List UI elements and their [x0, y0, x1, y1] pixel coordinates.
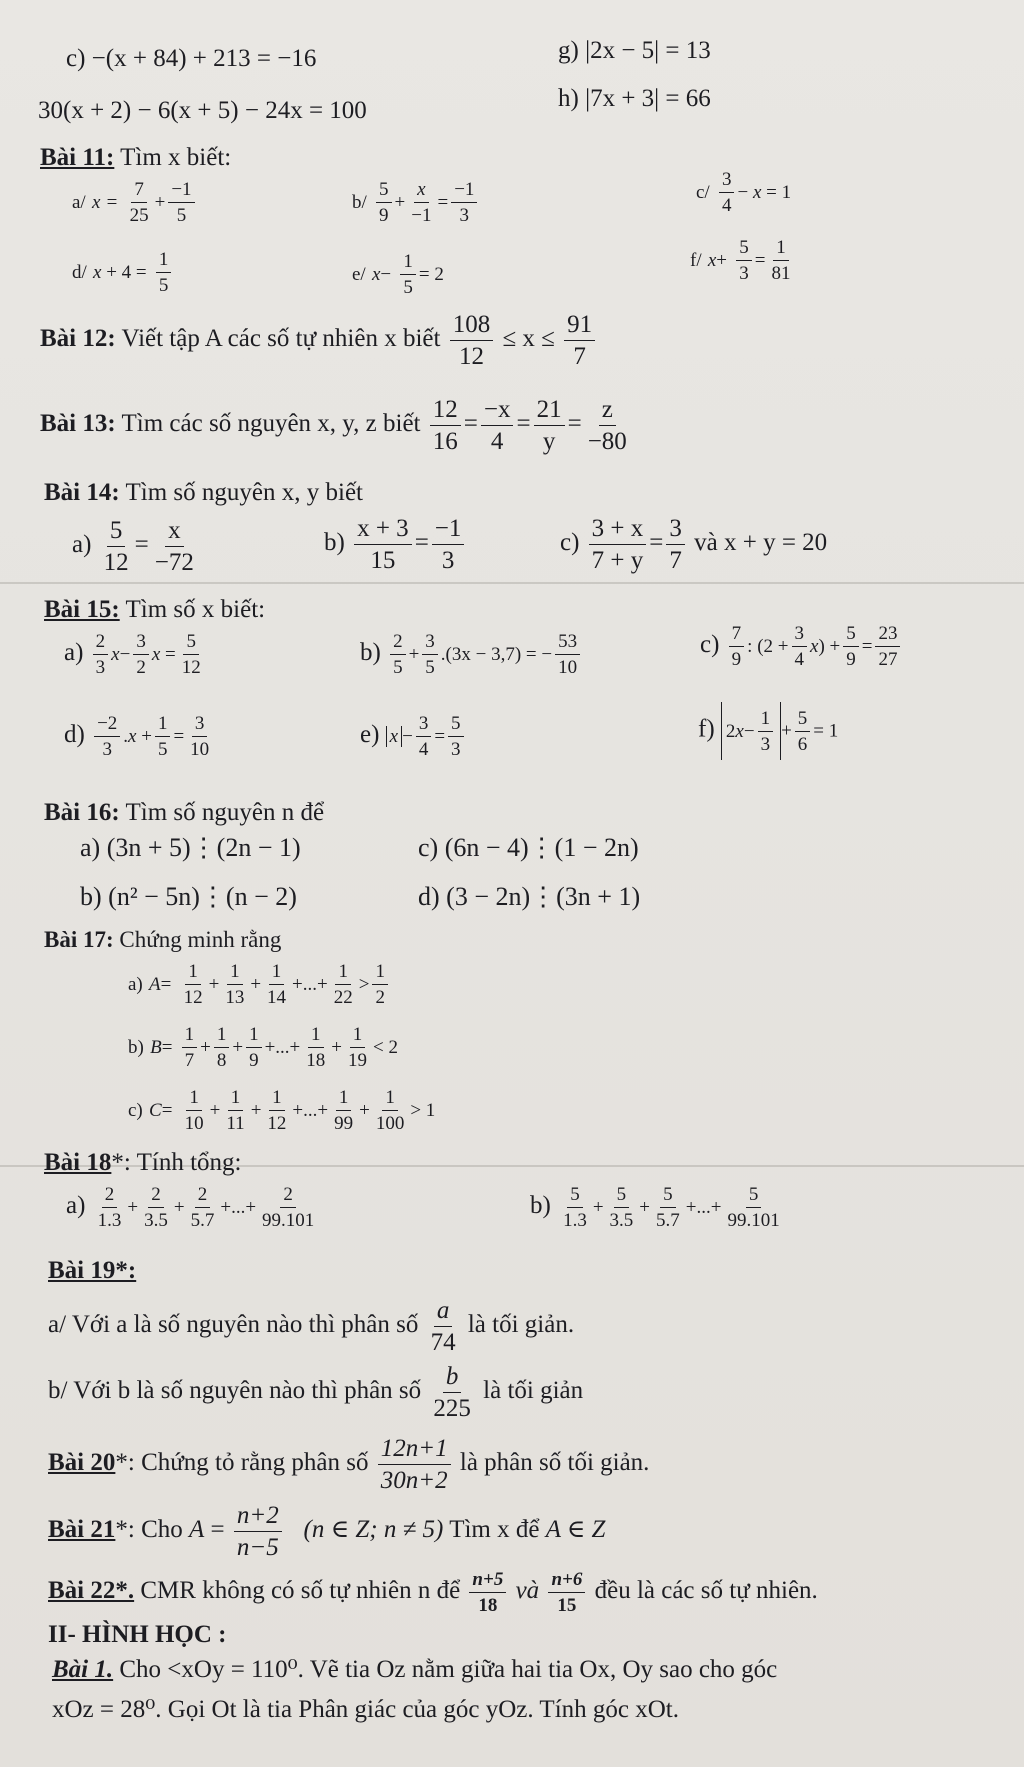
- bai18-heading: Bài 18*: Tính tổng:: [44, 1149, 242, 1176]
- hinh-hoc-heading: II- HÌNH HỌC :: [48, 1621, 227, 1648]
- bai18-a: a) $\frac{2}{1.3}$ + $\frac{2}{3.5}$ + $\frac{2}{5.7}$ +...+ $\frac{2}{99.101}$: [66, 1184, 315, 1231]
- bai16-c: c) (6n − 4)⋮(1 − 2n): [418, 833, 639, 862]
- bai14-heading: Bài 14: Tìm số nguyên x, y biết: [44, 479, 363, 506]
- bai16-d: d) (3 − 2n)⋮(3n + 1): [418, 882, 641, 911]
- bai16-a: a) (3n + 5)⋮(2n − 1): [80, 833, 301, 862]
- bai12: Bài 12: Viết tập A các số tự nhiên x biết $\frac{108}{12}$ ≤ x ≤ $\frac{91}{7}$: [40, 312, 598, 369]
- bai22: Bài 22*. CMR không có số tự nhiên n để $\frac{n+5}{18}$ và $\frac{n+6}{15}$ đều là các số tự nhiên.: [48, 1569, 818, 1616]
- bai15-d: d) $\frac{-2}{3}$ .x + $\frac{1}{5}$ = $\frac{3}{10}$: [64, 713, 210, 760]
- bai15-a: a) $\frac{2}{3}$ x− $\frac{3}{2}$ x = $\frac{5}{12}$: [64, 631, 201, 678]
- bai15-c: c) $\frac{7}{9}$ : (2 + $\frac{3}{4}$ x) + $\frac{5}{9}$ = $\frac{23}{27}$: [700, 624, 903, 669]
- exercise-g-top: g) |2x − 5| = 13: [558, 37, 711, 64]
- bai20: Bài 20*: Chứng tỏ rằng phân số $\frac{12n+1}{30n+2}$ là phân số tối giản.: [48, 1435, 650, 1494]
- bai11-d: d/ x + 4 = $\frac{1}{5}$: [72, 250, 174, 295]
- bai21: Bài 21*: Cho A = $\frac{n+2}{n-5}$ (n ∈ Z; n ≠ 5) Tìm x để A ∈ Z: [48, 1502, 606, 1561]
- bai16-heading: Bài 16: Tìm số nguyên n để: [44, 799, 325, 826]
- bai14-c: c) $\frac{3 + x}{7 + y}$ = $\frac{3}{7}$ và x + y = 20: [560, 515, 828, 574]
- bai15-b: b) $\frac{2}{5}$ + $\frac{3}{5}$ .(3x − 3,7) = − $\frac{53}{10}$: [360, 632, 583, 677]
- hinh-bai1-line1: Bài 1. Cho <xOy = 110⁰. Vẽ tia Oz nằm giữa hai tia Ox, Oy sao cho góc: [52, 1656, 778, 1683]
- bai17-b: b) B= $\frac{1}{7}$ + $\frac{1}{8}$ + $\frac{1}{9}$ +...+ $\frac{1}{18}$ + $\frac{1}{19}$ < 2: [128, 1024, 398, 1071]
- bai19-b: b/ Với b là số nguyên nào thì phân số $\frac{b}{225}$ là tối giản: [48, 1363, 584, 1422]
- bai19-a: a/ Với a là số nguyên nào thì phân số $\frac{a}{74}$ là tối giản.: [48, 1297, 575, 1356]
- bai11-c: c/ $\frac{3}{4}$ − x = 1: [696, 169, 792, 216]
- bai18-b: b) $\frac{5}{1.3}$ + $\frac{5}{3.5}$ + $\frac{5}{5.7}$ +...+ $\frac{5}{99.101}$: [530, 1184, 780, 1231]
- bai11-e: e/ x− $\frac{1}{5}$ = 2: [352, 251, 444, 298]
- bai15-heading: Bài 15: Tìm số x biết:: [44, 596, 266, 623]
- hinh-bai1-line2: xOz = 28⁰. Gọi Ot là tia Phân giác của góc yOz. Tính góc xOt.: [52, 1696, 679, 1723]
- bai16-b: b) (n² − 5n)⋮(n − 2): [80, 882, 297, 911]
- bai11-b: b/ $\frac{5}{9}$ + $\frac{x}{-1}$ = $\frac{-1}{3}$: [352, 180, 480, 225]
- bai11-f: f/ x+ $\frac{5}{3}$ = $\frac{1}{81}$: [690, 237, 791, 284]
- bai15-e: e) x − $\frac{3}{4}$ = $\frac{5}{3}$: [360, 714, 467, 759]
- exercise-h-top: h) |7x + 3| = 66: [558, 85, 711, 112]
- bai13: Bài 13: Tìm các số nguyên x, y, z biết $\frac{12}{16}$ = $\frac{-x}{4}$ = $\frac{21}{y}$ = $\frac{z}{-80}$: [40, 396, 627, 455]
- exercise-c-top: c) −(x + 84) + 213 = −16: [66, 45, 317, 72]
- paper-fold-line: [0, 582, 1024, 584]
- bai15-f: f) 2 x − 1 3 + $\frac{5}{6}$ = 1: [698, 702, 838, 760]
- bai11-heading: Bài 11: Tìm x biết:: [40, 144, 232, 171]
- bai17-a: a) A= $\frac{1}{12}$ + $\frac{1}{13}$ + $\frac{1}{14}$ +...+ $\frac{1}{22}$ > $\frac{1}{2}$: [128, 962, 391, 1007]
- bai11-a: a/ x = $\frac{7}{25}$ + $\frac{-1}{5}$: [72, 180, 198, 225]
- exercise-equation-top: 30(x + 2) − 6(x + 5) − 24x = 100: [38, 97, 367, 124]
- bai19-heading: Bài 19*:: [48, 1257, 137, 1284]
- bai17-heading: Bài 17: Chứng minh rằng: [44, 927, 282, 952]
- bai17-c: c) C= $\frac{1}{10}$ + $\frac{1}{11}$ + $\frac{1}{12}$ +...+ $\frac{1}{99}$ + $\frac{1}{100}$ > 1: [128, 1087, 436, 1134]
- bai14-a: a) $\frac{5}{12}$ = $\frac{x}{-72}$: [72, 517, 194, 576]
- bai14-b: b) $\frac{x + 3}{15}$ = $\frac{-1}{3}$: [324, 516, 467, 573]
